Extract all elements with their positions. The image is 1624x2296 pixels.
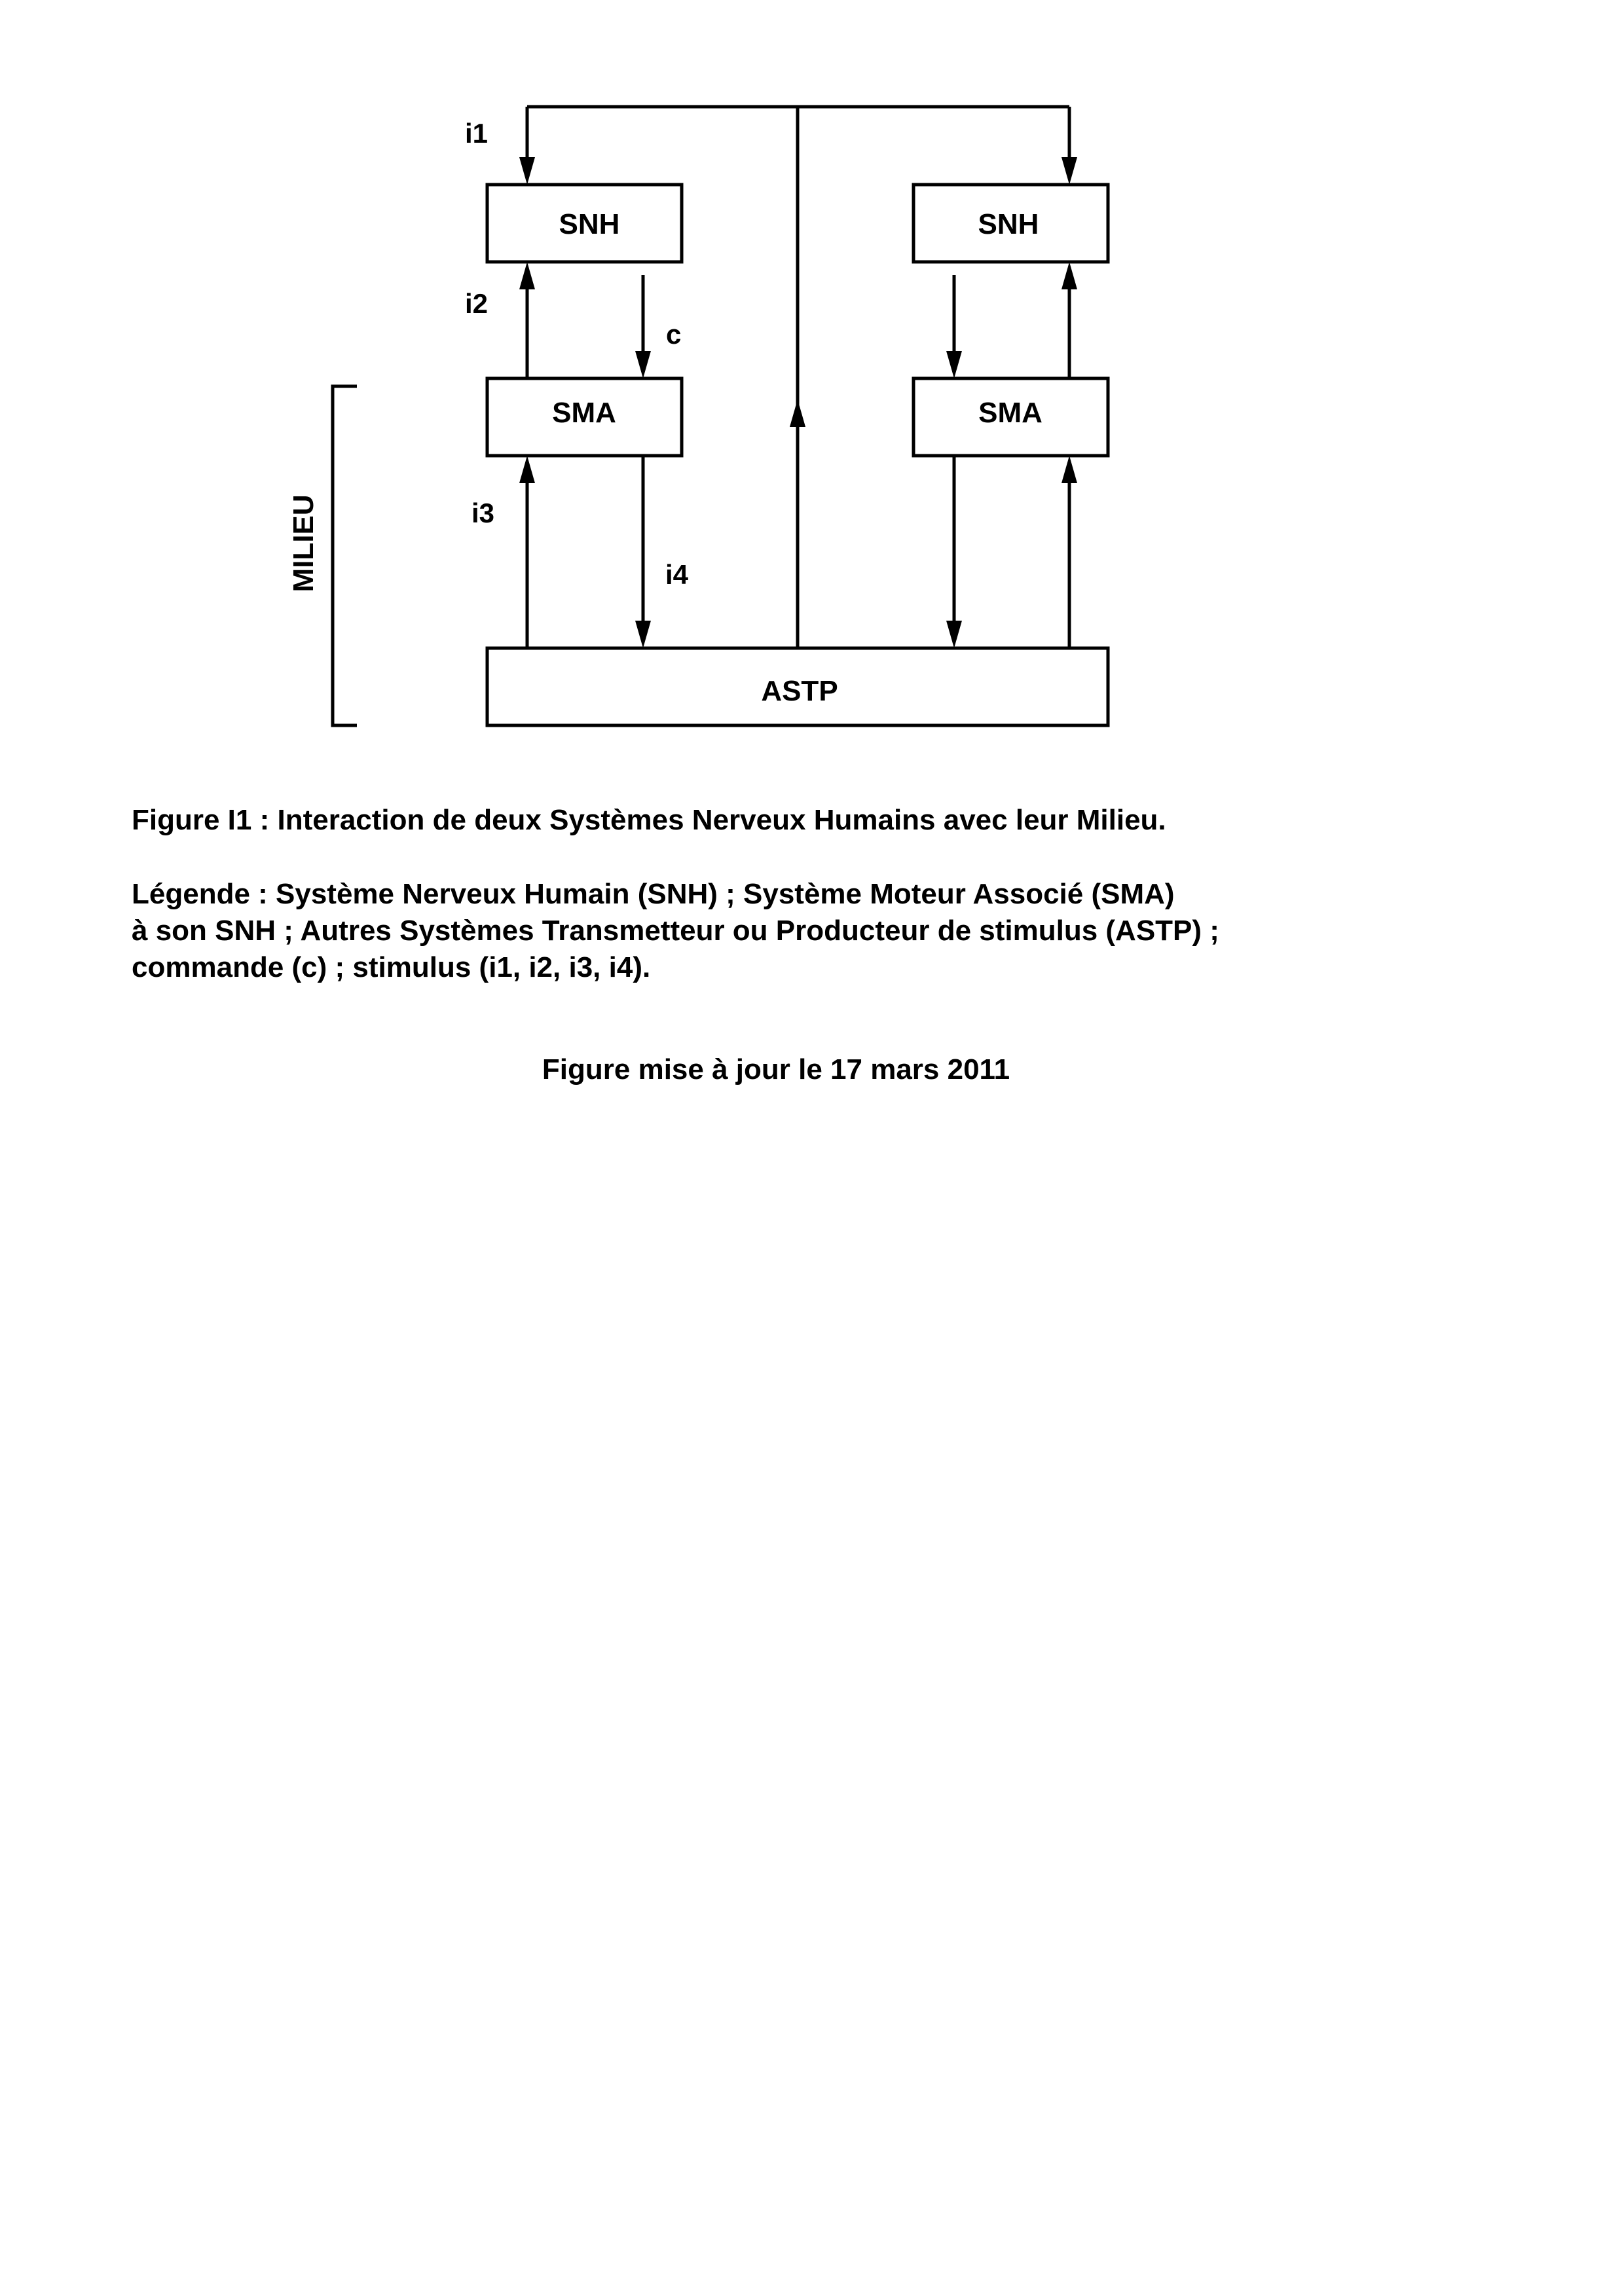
figure-caption: Figure I1 : Interaction de deux Systèmes Nerveux Humains avec leur Milieu.	[132, 804, 1166, 836]
arrowhead-i3-left	[519, 456, 535, 483]
legend-line: à son SNH ; Autres Systèmes Transmetteur ou Producteur de stimulus (ASTP) ;	[132, 915, 1219, 947]
arrowhead-center-riser	[790, 399, 805, 427]
milieu-label: MILIEU	[287, 494, 320, 592]
sma-left-label: SMA	[552, 397, 616, 429]
legend-line: Légende : Système Nerveux Humain (SNH) ; Système Moteur Associé (SMA)	[132, 878, 1175, 910]
interaction-diagram	[0, 0, 1624, 773]
signal-c-label: c	[666, 319, 682, 350]
signal-i4-label: i4	[665, 559, 689, 590]
update-note: Figure mise à jour le 17 mars 2011	[542, 1053, 1010, 1085]
arrowhead-i1-right	[1061, 157, 1077, 185]
milieu-bracket	[333, 386, 357, 725]
arrowhead-i4-right	[946, 621, 962, 648]
arrowhead-c-left	[635, 351, 651, 378]
astp-label: ASTP	[761, 675, 838, 707]
signal-i2-label: i2	[465, 288, 489, 319]
arrowhead-i2-left	[519, 262, 535, 289]
arrowhead-i3-right	[1061, 456, 1077, 483]
signal-i1-label: i1	[465, 118, 489, 149]
arrowhead-c-right	[946, 351, 962, 378]
signal-i3-label: i3	[471, 498, 495, 528]
snh-right-label: SNH	[978, 208, 1039, 240]
legend-line: commande (c) ; stimulus (i1, i2, i3, i4).	[132, 951, 651, 983]
arrowhead-i2-right	[1061, 262, 1077, 289]
arrowhead-i1-left	[519, 157, 535, 185]
legend-block	[132, 876, 1572, 986]
snh-left-label: SNH	[559, 208, 620, 240]
arrowhead-i4-left	[635, 621, 651, 648]
sma-right-label: SMA	[978, 397, 1043, 429]
